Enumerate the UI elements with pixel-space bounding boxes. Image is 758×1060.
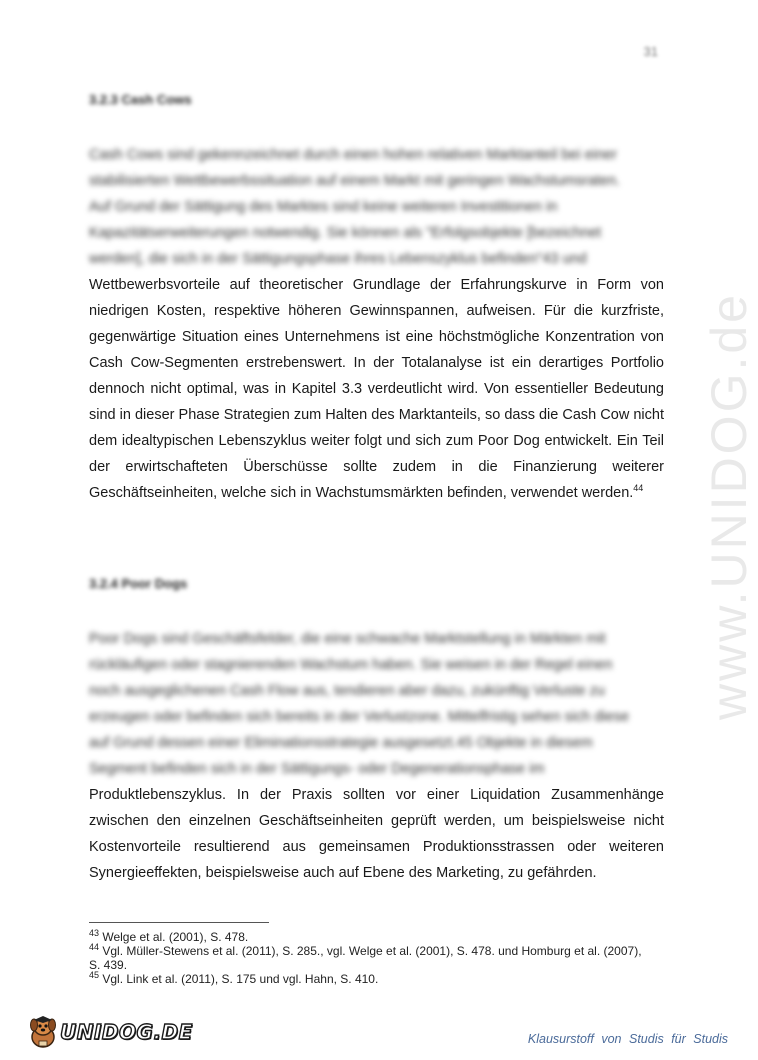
footnotes <box>89 930 649 986</box>
blurred-line: rückläufigen oder stagnierenden Wachstum haben. Sie weisen in der Regel einen <box>89 657 613 673</box>
unidog-logo <box>28 1014 193 1050</box>
footnote-divider <box>89 922 269 923</box>
blurred-line: Auf Grund der Sättigung des Marktes sind keine weiteren Investitionen in <box>89 199 558 215</box>
blurred-line: auf Grund dessen einer Eliminationsstrategie ausgesetzt.45 Objekte in diesem <box>89 735 593 751</box>
blurred-line: stabilisierten Wettbewerbssituation auf einem Markt mit geringen Wachstumsraten. <box>89 173 621 189</box>
footnote-ref: 44 <box>633 483 644 494</box>
tagline: Klausurstoff von Studis für Studis <box>527 1032 728 1046</box>
blurred-line: werden], die sich in der Sättigungsphase ihres Lebenszyklus befinden"43 und <box>89 251 587 267</box>
blurred-line: Cash Cows sind gekennzeichnet durch einen hohen relativen Marktanteil bei einer <box>89 147 617 163</box>
watermark: www.UNIDOG.de <box>701 292 757 720</box>
blurred-line: Poor Dogs sind Geschäftsfelder, die eine schwache Marktstellung in Märkten mit <box>89 631 606 647</box>
blurred-line: noch ausgeglichenen Cash Flow aus, tendieren aber dazu, zukünftig Verluste zu <box>89 683 605 699</box>
section-heading-cash-cows: 3.2.3 Cash Cows <box>89 92 192 107</box>
paragraph-poor-dogs <box>89 626 664 886</box>
footnote-44: $^{44}$ Vgl. Müller-Stewens et al. (2011), S. 285., vgl. Welge et al. (2001), S. 478. und Homburg et al. (2007), S. 439. <box>89 942 642 972</box>
paragraph-text: Wettbewerbsvorteile auf theoretischer Grundlage der Erfahrungskurve in Form von niedrigen Kosten, respektive höheren Gewinnspannen, aufweisen. Für die kurzfriste, gegenwärtige Situation eines Unternehmens ist eine höchstmögliche Konzentration von Cash Cow-Segmenten erstrebenswert. In der Totalanalyse ist ein derartiges Portfolio dennoch nicht optimal, was in Kapitel 3.3 verdeutlicht wird. Von essentieller Bedeutung sind in dieser Phase Strategien zum Halten des Marktanteils, so dass die Cash Cow nicht dem idealtypischen Lebenszyklus weiter folgt und sich zum Poor Dog entwickelt. Ein Teil der erwirtschafteten Überschüsse sollte zudem in die Finanzierung weiterer Geschäftseinheiten, welche sich in Wachstumsmärkten befinden, verwendet werden. <box>89 277 664 501</box>
paragraph-text: Produktlebenszyklus. In der Praxis sollten vor einer Liquidation Zusammenhänge zwischen den einzelnen Geschäftseinheiten geprüft werden, um beispielsweise nicht Kostenvorteile resultierend aus gemeinsamen Produktionsstrassen oder weiteren Synergieeffekten, beispielsweise auch auf Ebene des Marketing, zu gefährden. <box>89 787 664 881</box>
footnote-45: $^{45}$ Vgl. Link et al. (2011), S. 175 und vgl. Hahn, S. 410. <box>89 970 379 986</box>
page-number: 31 <box>643 44 658 59</box>
section-heading-poor-dogs: 3.2.4 Poor Dogs <box>89 576 188 591</box>
logo-text: UNIDOG.DE <box>60 1020 193 1044</box>
blurred-line: Segment befinden sich in der Sättigungs- oder Degenerationsphase im <box>89 761 545 777</box>
paragraph-cash-cows <box>89 142 664 506</box>
blurred-line: Kapazitätserweiterungen notwendig. Sie können als "Erfolgsobjekte [bezeichnet <box>89 225 602 241</box>
footnote-43: $^{43}$ Welge et al. (2001), S. 478. <box>89 928 249 944</box>
dog-icon <box>28 1015 58 1049</box>
blurred-line: erzeugen oder befinden sich bereits in der Verlustzone. Mittelfristig sehen sich diese <box>89 709 630 725</box>
